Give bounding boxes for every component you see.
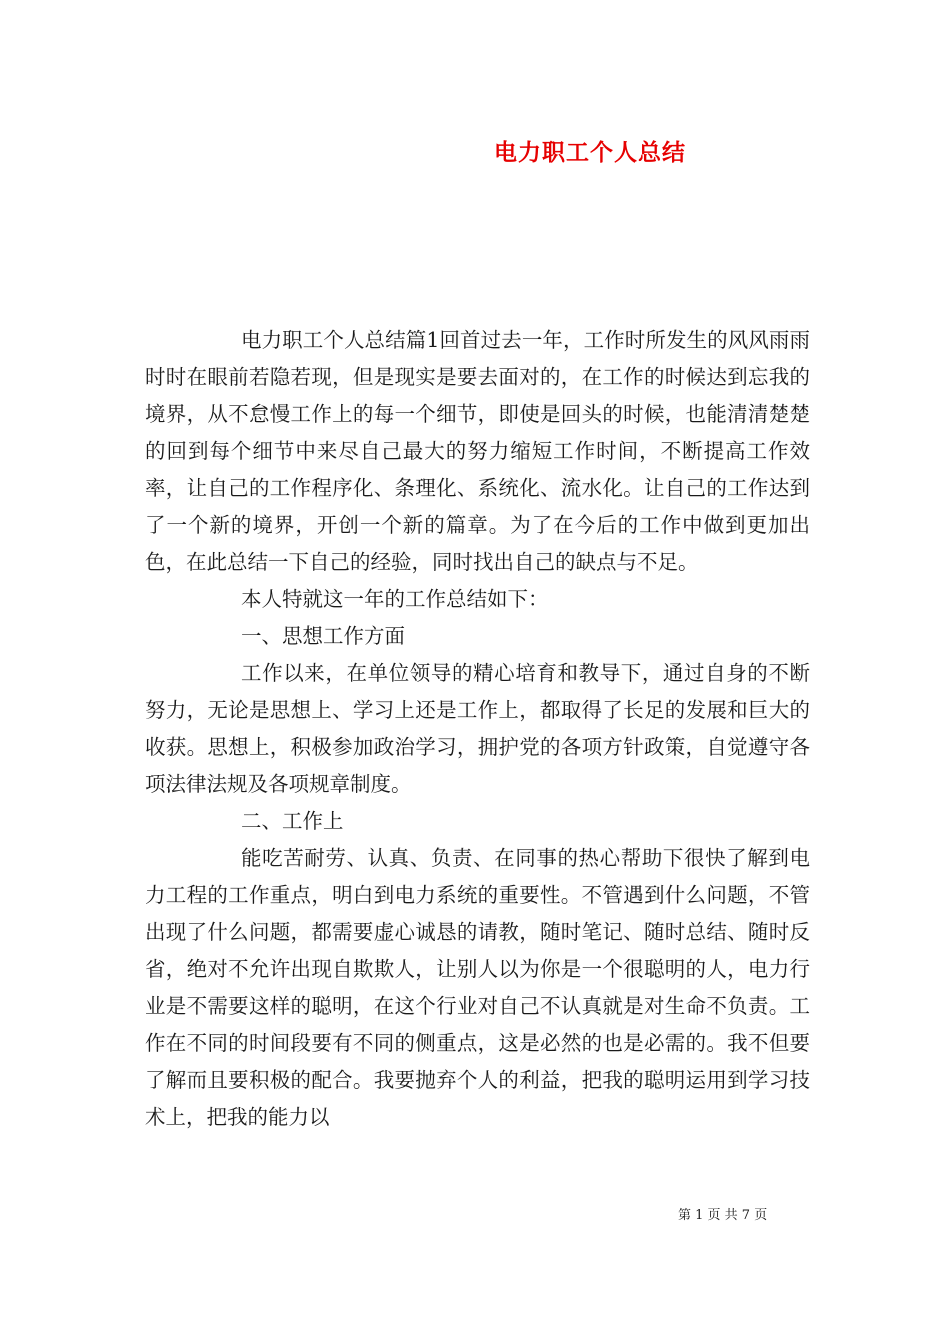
page-number-footer: 第 1 页 共 7 页 [678, 1208, 768, 1223]
document-body [145, 322, 810, 1136]
paragraph-intro: 电力职工个人总结篇1回首过去一年，工作时所发生的风风雨雨时时在眼前若隐若现，但是现实是要去面对的，在工作的时候达到忘我的境界，从不怠慢工作上的每一个细节，即使是回头的时候，也能清清楚楚的回到每个细节中来尽自己最大的努力缩短工作时间，不断提高工作效率，让自己的工作程序化、条理化、系统化、流水化。让自己的工作达到了一个新的境界，开创一个新的篇章。为了在今后的工作中做到更加出色，在此总结一下自己的经验，同时找出自己的缺点与不足。 [145, 328, 810, 574]
document-title: 电力职工个人总结 [494, 139, 686, 166]
section-heading-work: 二、工作上 [241, 809, 344, 833]
paragraph-work: 能吃苦耐劳、认真、负责、在同事的热心帮助下很快了解到电力工程的工作重点，明白到电力系统的重要性。不管遇到什么问题，不管出现了什么问题，都需要虚心诚恳的请教，随时笔记、随时总结、随时反省，绝对不允许出现自欺欺人，让别人以为你是一个很聪明的人，电力行业是不需要这样的聪明，在这个行业对自己不认真就是对生命不负责。工作在不同的时间段要有不同的侧重点，这是必然的也是必需的。我不但要了解而且要积极的配合。我要抛弃个人的利益，把我的聪明运用到学习技术上，把我的能力以 [145, 846, 810, 1129]
paragraph-summary-lead: 本人特就这一年的工作总结如下： [241, 587, 549, 611]
paragraph-thought: 工作以来，在单位领导的精心培育和教导下，通过自身的不断努力，无论是思想上、学习上还是工作上，都取得了长足的发展和巨大的收获。思想上，积极参加政治学习，拥护党的各项方针政策，自觉遵守各项法律法规及各项规章制度。 [145, 661, 810, 796]
section-heading-thought: 一、思想工作方面 [241, 624, 405, 648]
